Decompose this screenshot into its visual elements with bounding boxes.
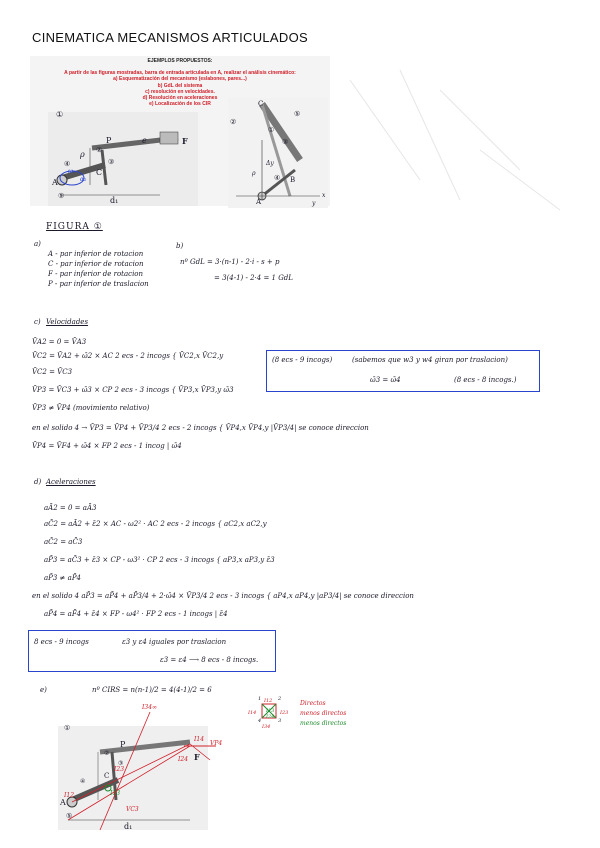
banner-line: c) resolución en velocidades.: [145, 88, 215, 95]
fig3-label: P: [120, 740, 126, 749]
acceleration-line: aC̄2 = aC̄3: [44, 538, 83, 546]
fig1-label: α₂: [80, 176, 87, 183]
fig2-label: ②: [230, 118, 237, 126]
banner-line: e) Localización de los CIR: [149, 101, 211, 108]
acceleration-box-l2: ε3 = ε4 ⟶ 8 ecs - 8 incogs.: [160, 656, 259, 664]
fig1-label: ρ: [80, 150, 85, 159]
cir-node: 1: [258, 696, 262, 702]
fig3-label: A: [60, 798, 66, 807]
fig1-label: A: [52, 178, 58, 187]
section-a-label: a): [34, 240, 41, 248]
section-d-heading: Aceleraciones: [46, 478, 96, 486]
velocity-line: V̄P4 = V̄F4 + ω̄4 × FP 2 ecs - 1 incog | ω̄4: [32, 442, 182, 450]
acceleration-line: aĀ2 = 0 = aĀ3: [44, 504, 97, 512]
fig1-label: e: [142, 136, 147, 145]
acceleration-line: aP̄4 = aF̄4 + ε̄4 × FP - ω4² · FP 2 ecs - 1 incogs | ε̄4: [44, 610, 228, 618]
fig2-label: Δy: [266, 160, 274, 167]
cir-pole: I34: [262, 724, 271, 730]
cir-node: 2: [278, 696, 282, 702]
velocity-line: V̄P3 = V̄C3 + ω̄3 × CP 2 ecs - 3 incogs { V̄P3,x V̄P3,y ω̄3: [32, 386, 234, 394]
banner-line: d) Resolución en aceleraciones: [142, 95, 218, 102]
cir-pole: I14: [248, 710, 257, 716]
fig1-label: ④: [64, 160, 71, 168]
fig1-label: ω₂: [68, 168, 76, 175]
acceleration-line: en el solido 4 aP̄3 = aP̄4 + aP̄3/4 + 2·ω̄4 × V̄P3/4 2 ecs - 3 incogs { aP4,x aP4,y |aP3/4| se conoce direccion: [32, 592, 414, 600]
section-d-label: d): [34, 478, 42, 486]
fig3-label: C: [104, 772, 110, 780]
acceleration-line: aC̄2 = aĀ2 + ε̄2 × AC - ω2² · AC 2 ecs - 2 incogs { aC2,x aC2,y: [44, 520, 267, 528]
fig3-label: ④: [80, 778, 86, 785]
fig1-label: ①: [56, 110, 64, 119]
banner-heading: EJEMPLOS PROPUESTOS:: [147, 58, 213, 64]
legend-menos-directos-2: menos directos: [300, 720, 347, 727]
fig2-label: ①: [268, 126, 275, 134]
cir-label: I14: [194, 736, 205, 743]
acceleration-box-l1b: ε3 y ε4 iguales por traslacion: [122, 638, 227, 646]
section-a-line: P - par inferior de traslacion: [48, 280, 149, 288]
fig3-label: ②: [104, 750, 110, 757]
cir-label: I23: [114, 766, 125, 773]
fig2-label: A: [256, 198, 262, 206]
fig3-label: F: [194, 752, 200, 762]
section-c-label: c): [34, 318, 41, 326]
cir-node: 3: [278, 718, 282, 724]
banner-line: b) GdL del sistema: [157, 82, 203, 89]
acceleration-line: aP̄3 = aC̄3 + ε̄3 × CP - ω3² · CP 2 ecs - 3 incogs { aP3,x aP3,y ε̄3: [44, 556, 275, 564]
cir-label: I24: [178, 756, 189, 763]
cir-label: I13: [110, 790, 121, 797]
fig2-label: C: [258, 100, 264, 108]
fig2-label: y: [312, 200, 316, 207]
cir-label: I12: [64, 792, 75, 799]
cir-label: I34∞: [142, 704, 158, 711]
fig2-label: ρ: [252, 170, 256, 177]
fig2-label: ③: [282, 138, 289, 146]
fig3-label: ③: [118, 760, 124, 767]
section-b-line: nº GdL = 3·(n-1) - 2·i - s + p: [180, 258, 280, 266]
velocity-line: V̄C2 = V̄A2 + ω̄2 × AC 2 ecs - 2 incogs { V̄C2,x V̄C2,y: [32, 352, 224, 360]
fig3-label: d₁: [124, 822, 133, 831]
section-a-line: F - par inferior de rotacion: [48, 270, 144, 278]
fig1-label: F: [182, 136, 188, 146]
cir-pole: I24: [266, 714, 275, 720]
page-title: CINEMATICA MECANISMOS ARTICULADOS: [32, 30, 308, 45]
section-b-line: = 3(4-1) - 2·4 = 1 GdL: [214, 274, 293, 282]
fig1-label: ②: [96, 146, 103, 154]
velocity-line: V̄A2 = 0 = V̄A3: [32, 338, 87, 346]
fig3-label: ①: [64, 724, 71, 732]
section-a-line: C - par inferior de rotacion: [48, 260, 144, 268]
velocity-box-note: (sabemos que w3 y w4 giran por traslacion): [352, 356, 508, 364]
fig2-label: ⑤: [294, 110, 301, 118]
section-e-line: nº CIRS = n(n-1)/2 = 4(4-1)/2 = 6: [92, 686, 212, 694]
fig1-label: ③: [108, 158, 115, 166]
cir-pole: I23: [280, 710, 289, 716]
banner-line: A partir de las figuras mostradas, barra de entrada articulada en A, realizar el análisis cinemático:: [64, 70, 296, 76]
fig3-label: ⑤: [66, 812, 73, 820]
fig2-label: B: [290, 176, 296, 184]
section-c-heading: Velocidades: [46, 318, 89, 326]
section-a-line: A - par inferior de rotacion: [48, 250, 144, 258]
legend-directos: Directos: [300, 700, 326, 707]
velocity-line: V̄P3 ≠ V̄P4 (movimiento relativo): [32, 404, 150, 412]
cir-label: VP4: [210, 740, 223, 747]
velocity-box-eq: ω̄3 = ω̄4: [370, 376, 401, 384]
velocity-line: V̄C2 = V̄C3: [32, 368, 73, 376]
velocity-box-result: (8 ecs - 8 incogs.): [454, 376, 517, 384]
banner-line: a) Esquematización del mecanismo (eslabones, pares...): [113, 76, 247, 83]
acceleration-line: aP̄3 ≠ aP̄4: [44, 574, 81, 582]
cir-pole: I12: [264, 698, 273, 704]
legend-menos-directos: menos directos: [300, 710, 347, 717]
cir-pole: I13: [266, 708, 275, 714]
fig1-label: C: [96, 168, 103, 177]
section-b-label: b): [176, 242, 184, 250]
fig1-label: ⑤: [58, 192, 65, 200]
cir-label: VC3: [126, 806, 139, 813]
fig2-label: ④: [274, 174, 281, 182]
section-e-label: e): [40, 686, 47, 694]
velocity-line: en el solido 4 → V̄P3 = V̄P4 + V̄P3/4 2 ecs - 2 incogs { V̄P4,x V̄P4,y |V̄P3/4| se conoce direccion: [32, 424, 369, 432]
fig2-label: x: [322, 192, 326, 199]
fig1-label: P: [106, 136, 112, 145]
cir-node: 4: [258, 718, 262, 724]
acceleration-box-l1: 8 ecs - 9 incogs: [34, 638, 89, 646]
figura-heading: FIGURA ①: [46, 222, 103, 232]
velocity-box-left: (8 ecs - 9 incogs): [272, 356, 333, 364]
fig1-label: d₁: [110, 196, 119, 205]
